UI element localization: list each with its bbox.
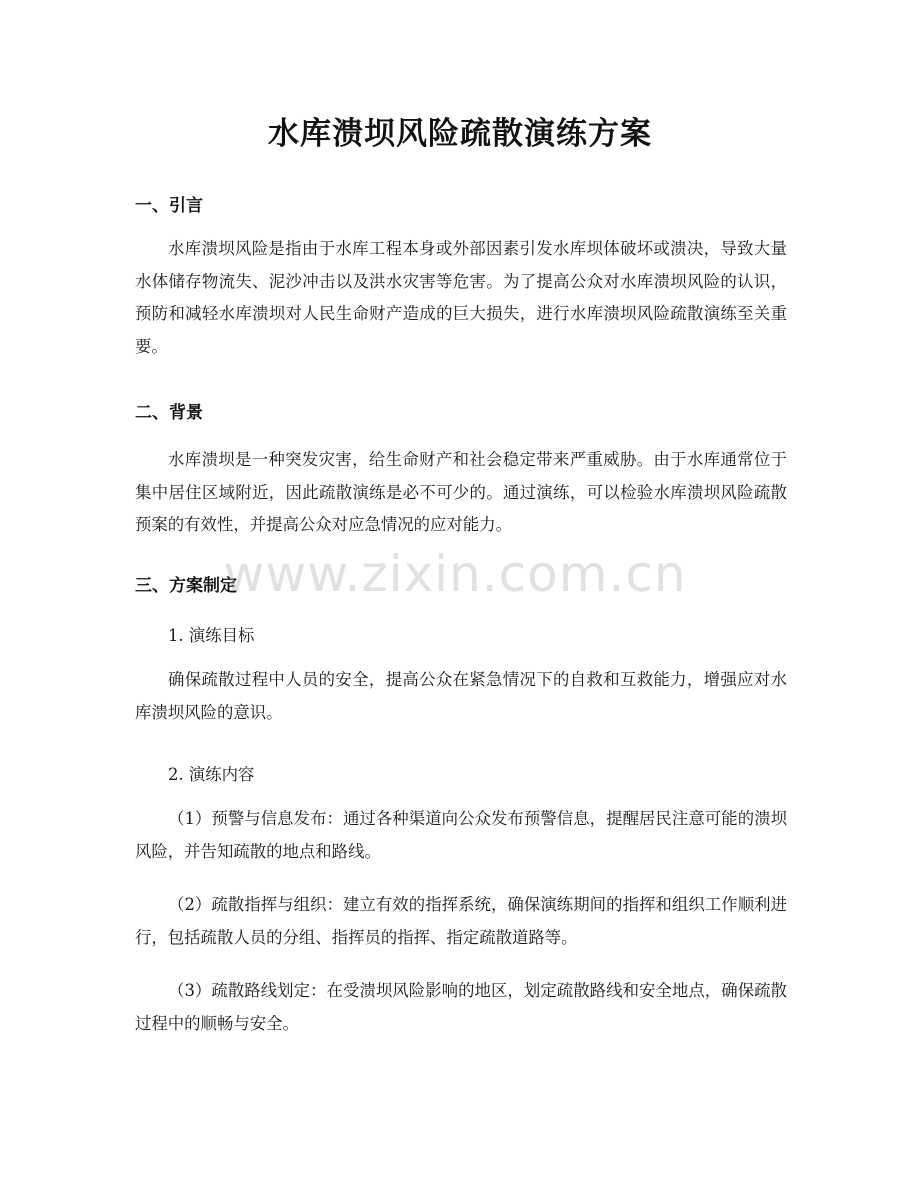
paragraph-background: 水库溃坝是一种突发灾害，给生命财产和社会稳定带来严重威胁。由于水库通常位于集中居住区域附近，因此疏散演练是必不可少的。通过演练，可以检验水库溃坝风险疏散预案的有效性，并提高公众对应急情况的应对能力。	[135, 450, 787, 534]
document-title: 水库溃坝风险疏散演练方案	[268, 116, 652, 152]
subheading-drill-content: 2. 演练内容	[168, 765, 255, 784]
paragraph-warning-info: （1）预警与信息发布：通过各种渠道向公众发布预警信息，提醒居民注意可能的溃坝风险，并告知疏散的地点和路线。	[135, 809, 787, 861]
paragraph-drill-goal: 确保疏散过程中人员的安全，提高公众在紧急情况下的自救和互救能力，增强应对水库溃坝风险的意识。	[135, 670, 787, 722]
section-heading-plan: 三、方案制定	[135, 576, 237, 596]
paragraph-introduction: 水库溃坝风险是指由于水库工程本身或外部因素引发水库坝体破坏或溃决，导致大量水体储存物流失、泥沙冲击以及洪水灾害等危害。为了提高公众对水库溃坝风险的认识，预防和减轻水库溃坝对人民生命财产造成的巨大损失，进行水库溃坝风险疏散演练至关重要。	[135, 239, 787, 356]
section-heading-background: 二、背景	[135, 403, 203, 423]
section-heading-introduction: 一、引言	[135, 196, 203, 216]
subheading-drill-goal: 1. 演练目标	[168, 626, 255, 645]
paragraph-route-planning: （3）疏散路线划定：在受溃坝风险影响的地区，划定疏散路线和安全地点，确保疏散过程中的顺畅与安全。	[135, 981, 787, 1033]
paragraph-command-organization: （2）疏散指挥与组织：建立有效的指挥系统，确保演练期间的指挥和组织工作顺利进行，包括疏散人员的分组、指挥员的指挥、指定疏散道路等。	[135, 895, 787, 947]
watermark-text: www.zixin.com.cn	[223, 545, 687, 603]
